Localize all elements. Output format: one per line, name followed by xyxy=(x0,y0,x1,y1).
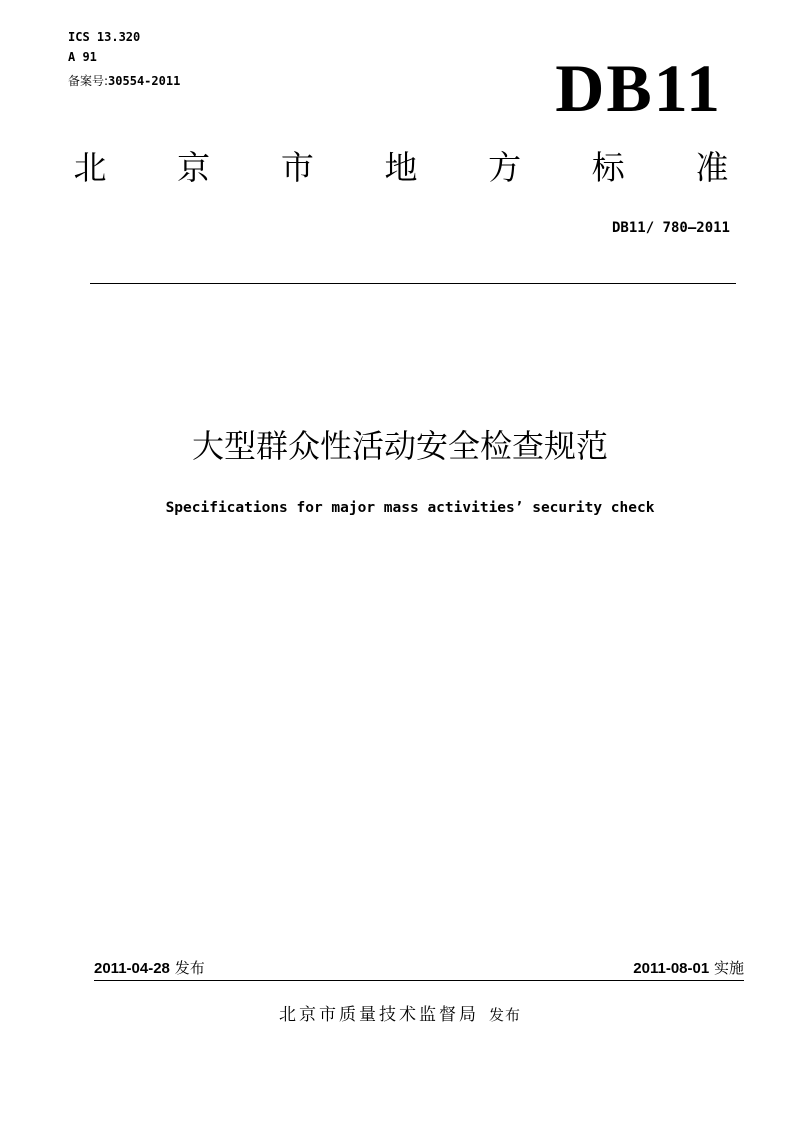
standard-number: DB11/ 780—2011 xyxy=(611,220,730,236)
publisher-name: 北京市质量技术监督局 xyxy=(278,1005,479,1025)
record-label: 备案号: xyxy=(68,74,109,88)
publisher xyxy=(0,1002,800,1028)
issue-date-value: 2011-04-28 xyxy=(94,960,170,977)
standard-type-char: 京 xyxy=(177,148,211,187)
standard-type xyxy=(68,146,734,190)
ics-code: ICS 13.320 xyxy=(68,30,141,44)
title-english: Specifications for major mass activities’ security check xyxy=(165,500,655,516)
standard-type-char: 方 xyxy=(488,148,522,187)
standard-type-char: 市 xyxy=(280,148,314,187)
record-value: 30554-2011 xyxy=(108,74,181,88)
implement-date xyxy=(633,957,744,980)
classification-code: A 91 xyxy=(68,50,97,64)
standard-type-char: 标 xyxy=(591,148,625,187)
issue-date-label: 发布 xyxy=(174,959,205,977)
implement-date-value: 2011-08-01 xyxy=(633,960,710,977)
title-chinese: 大型群众性活动安全检查规范 xyxy=(191,427,608,465)
date-row xyxy=(94,957,744,981)
standard-type-char: 准 xyxy=(695,148,729,187)
implement-date-label: 实施 xyxy=(713,959,744,977)
top-divider xyxy=(90,283,736,284)
publisher-action: 发布 xyxy=(488,1006,521,1024)
standard-type-char: 地 xyxy=(384,148,418,187)
issue-date xyxy=(94,957,205,980)
record-number xyxy=(68,74,180,88)
bottom-divider xyxy=(94,980,744,981)
standard-type-char: 北 xyxy=(73,148,107,187)
db-logo: DB11 xyxy=(555,50,722,126)
